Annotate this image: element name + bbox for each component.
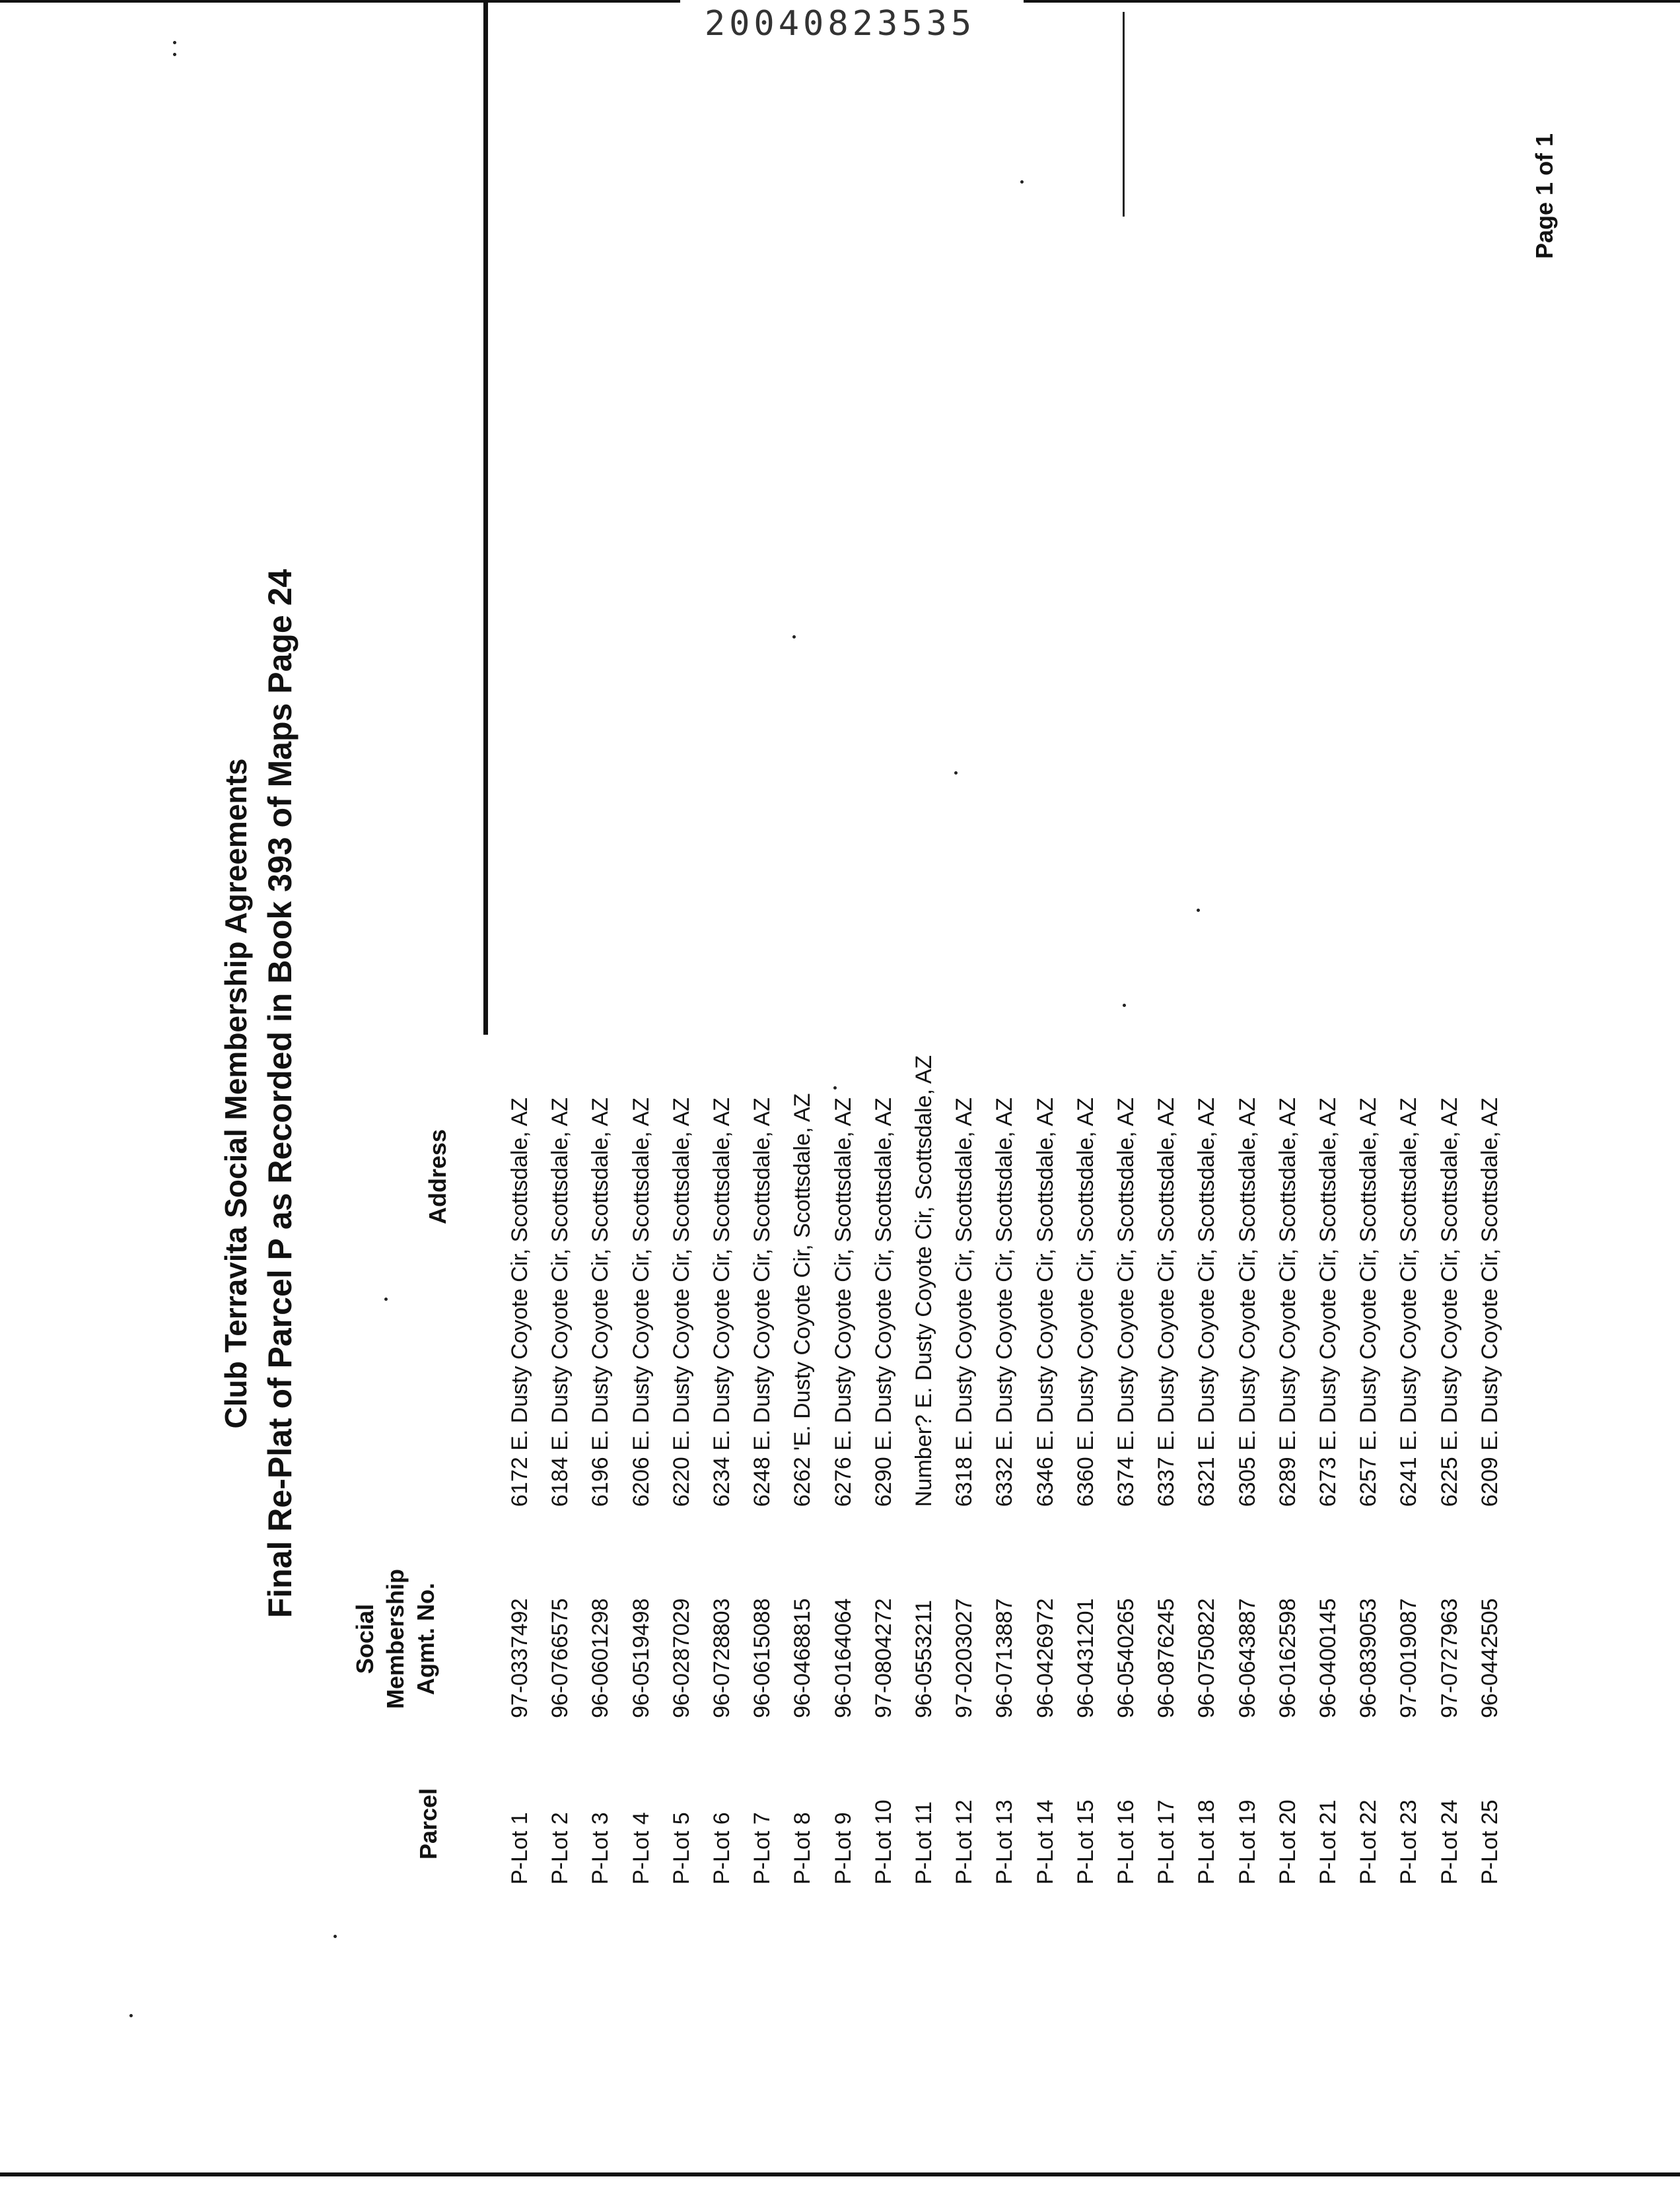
address-cell: 6248 E. Dusty Coyote Cir, Scottsdale, AZ <box>750 1097 775 1507</box>
parcel-cell: P-Lot 20 <box>1275 1799 1300 1885</box>
address-cell: 6196 E. Dusty Coyote Cir, Scottsdale, AZ <box>588 1097 613 1507</box>
agmt-number-cell: 97-0337492 <box>507 1598 532 1718</box>
parcel-cell: P-Lot 3 <box>588 1812 613 1885</box>
table-row <box>669 998 710 2187</box>
recording-number: 20040823535 <box>704 4 976 44</box>
parcel-cell: P-Lot 2 <box>547 1812 573 1885</box>
address-cell: 6184 E. Dusty Coyote Cir, Scottsdale, AZ <box>547 1097 573 1507</box>
address-cell: 6346 E. Dusty Coyote Cir, Scottsdale, AZ <box>1032 1097 1058 1507</box>
parcel-cell: P-Lot 17 <box>1154 1799 1179 1885</box>
page-indicator: Page 1 of 1 <box>1531 133 1558 259</box>
agmt-number-cell: 96-0615088 <box>750 1598 775 1718</box>
parcel-cell: P-Lot 4 <box>628 1812 654 1885</box>
address-cell: 6225 E. Dusty Coyote Cir, Scottsdale, AZ <box>1436 1097 1462 1507</box>
parcel-cell: P-Lot 14 <box>1032 1799 1058 1885</box>
address-cell: 6273 E. Dusty Coyote Cir, Scottsdale, AZ <box>1315 1097 1341 1507</box>
agmt-number-cell: 96-0400145 <box>1315 1598 1341 1718</box>
address-cell: 6262 'E. Dusty Coyote Cir, Scottsdale, AZ <box>790 1093 816 1507</box>
address-cell: 6360 E. Dusty Coyote Cir, Scottsdale, AZ <box>1072 1097 1098 1507</box>
address-cell: 6276 E. Dusty Coyote Cir, Scottsdale, AZ <box>830 1097 856 1507</box>
table-row <box>1194 998 1235 2187</box>
address-cell: 6172 E. Dusty Coyote Cir, Scottsdale, AZ <box>507 1097 532 1507</box>
address-cell: 6332 E. Dusty Coyote Cir, Scottsdale, AZ <box>992 1097 1018 1507</box>
document-subtitle: Final Re-Plat of Parcel P as Recorded in Book 393 of Maps Page 24 <box>262 569 298 1618</box>
agmt-number-cell: 97-0804272 <box>870 1598 896 1718</box>
table-row <box>831 998 872 2187</box>
parcel-cell: P-Lot 13 <box>992 1799 1018 1885</box>
parcel-cell: P-Lot 12 <box>952 1799 977 1885</box>
table-row <box>992 998 1033 2187</box>
address-cell: 6337 E. Dusty Coyote Cir, Scottsdale, AZ <box>1154 1097 1179 1507</box>
table-row <box>1315 998 1356 2187</box>
column-header-agmt-line-1: Social <box>351 1603 378 1675</box>
agmt-number-cell: 96-0442505 <box>1477 1598 1502 1718</box>
parcel-cell: P-Lot 7 <box>750 1812 775 1885</box>
agmt-number-cell: 96-0287029 <box>668 1598 694 1718</box>
parcel-cell: P-Lot 10 <box>870 1799 896 1885</box>
column-header-agmt-line-3: Agmt. No. <box>412 1583 439 1695</box>
agmt-number-cell: 96-0713887 <box>992 1598 1018 1718</box>
parcel-cell: P-Lot 9 <box>830 1812 856 1885</box>
address-cell: 6257 E. Dusty Coyote Cir, Scottsdale, AZ <box>1356 1097 1382 1507</box>
parcel-cell: P-Lot 5 <box>668 1812 694 1885</box>
parcel-cell: P-Lot 23 <box>1396 1799 1422 1885</box>
table-row <box>1437 998 1478 2187</box>
agmt-number-cell: 96-0162598 <box>1275 1598 1300 1718</box>
agmt-number-cell: 96-0839053 <box>1356 1598 1382 1718</box>
address-cell: 6220 E. Dusty Coyote Cir, Scottsdale, AZ <box>668 1097 694 1507</box>
agmt-number-cell: 96-0426972 <box>1032 1598 1058 1718</box>
agmt-number-cell: 96-0728803 <box>709 1598 734 1718</box>
column-header-agmt-line-2: Membership <box>382 1568 409 1710</box>
agmt-number-cell: 96-0601298 <box>588 1598 613 1718</box>
agmt-number-cell: 96-0553211 <box>911 1600 936 1718</box>
address-cell: 6290 E. Dusty Coyote Cir, Scottsdale, AZ <box>870 1097 896 1507</box>
document-title: Club Terravita Social Membership Agreements <box>219 758 253 1429</box>
table-row <box>1235 998 1276 2187</box>
agmt-number-cell: 97-0203027 <box>952 1598 977 1718</box>
table-row <box>629 998 670 2187</box>
parcel-cell: P-Lot 19 <box>1234 1799 1260 1885</box>
parcel-cell: P-Lot 6 <box>709 1812 734 1885</box>
table-row <box>1073 998 1114 2187</box>
table-row <box>709 998 750 2187</box>
table-row <box>1275 998 1316 2187</box>
table-row <box>952 998 993 2187</box>
address-cell: 6241 E. Dusty Coyote Cir, Scottsdale, AZ <box>1396 1097 1422 1507</box>
address-cell: 6234 E. Dusty Coyote Cir, Scottsdale, AZ <box>709 1097 734 1507</box>
table-row <box>911 998 952 2187</box>
parcel-cell: P-Lot 16 <box>1113 1799 1138 1885</box>
table-row <box>507 998 548 2187</box>
parcel-cell: P-Lot 8 <box>790 1812 816 1885</box>
agmt-number-cell: 96-0519498 <box>628 1598 654 1718</box>
column-header-address: Address <box>424 1128 451 1225</box>
table-row <box>1477 998 1518 2187</box>
address-cell: 6289 E. Dusty Coyote Cir, Scottsdale, AZ <box>1275 1097 1300 1507</box>
table-row <box>790 998 831 2187</box>
table-row <box>1033 998 1074 2187</box>
agmt-number-cell: 96-0876245 <box>1154 1598 1179 1718</box>
agmt-number-cell: 96-0643887 <box>1234 1598 1260 1718</box>
table-row <box>547 998 588 2187</box>
address-cell: 6321 E. Dusty Coyote Cir, Scottsdale, AZ <box>1194 1097 1220 1507</box>
agmt-number-cell: 97-0727963 <box>1436 1598 1462 1718</box>
address-cell: 6206 E. Dusty Coyote Cir, Scottsdale, AZ <box>628 1097 654 1507</box>
address-cell: 6305 E. Dusty Coyote Cir, Scottsdale, AZ <box>1234 1097 1260 1507</box>
table-divider-rule <box>483 0 488 1035</box>
table-row <box>1396 998 1437 2187</box>
address-cell: 6318 E. Dusty Coyote Cir, Scottsdale, AZ <box>952 1097 977 1507</box>
agmt-number-cell: 96-0540265 <box>1113 1598 1138 1718</box>
table-row <box>750 998 790 2187</box>
agmt-number-cell: 96-0431201 <box>1072 1598 1098 1718</box>
address-cell: 6374 E. Dusty Coyote Cir, Scottsdale, AZ <box>1113 1097 1138 1507</box>
parcel-cell: P-Lot 18 <box>1194 1799 1220 1885</box>
table-row <box>871 998 912 2187</box>
parcel-cell: P-Lot 24 <box>1436 1799 1462 1885</box>
address-cell: Number? E. Dusty Coyote Cir, Scottsdale, AZ <box>911 1055 936 1507</box>
column-header-agmt-no <box>350 1560 441 1718</box>
parcel-cell: P-Lot 25 <box>1477 1799 1502 1885</box>
address-cell: 6209 E. Dusty Coyote Cir, Scottsdale, AZ <box>1477 1097 1502 1507</box>
table-row <box>1154 998 1195 2187</box>
column-header-parcel: Parcel <box>415 1788 442 1860</box>
table-row <box>1356 998 1397 2187</box>
table-row <box>588 998 629 2187</box>
agmt-number-cell: 96-0468815 <box>790 1598 816 1718</box>
agmt-number-cell: 96-0750822 <box>1194 1598 1220 1718</box>
agmt-number-cell: 96-0164064 <box>830 1598 856 1718</box>
parcel-cell: P-Lot 1 <box>507 1812 532 1885</box>
agmt-number-cell: 96-0766575 <box>547 1598 573 1718</box>
parcel-cell: P-Lot 15 <box>1072 1799 1098 1885</box>
parcel-cell: P-Lot 22 <box>1356 1799 1382 1885</box>
table-row <box>1113 998 1154 2187</box>
agmt-number-cell: 97-0019087 <box>1396 1598 1422 1718</box>
parcel-cell: P-Lot 11 <box>911 1801 936 1885</box>
parcel-cell: P-Lot 21 <box>1315 1799 1341 1885</box>
